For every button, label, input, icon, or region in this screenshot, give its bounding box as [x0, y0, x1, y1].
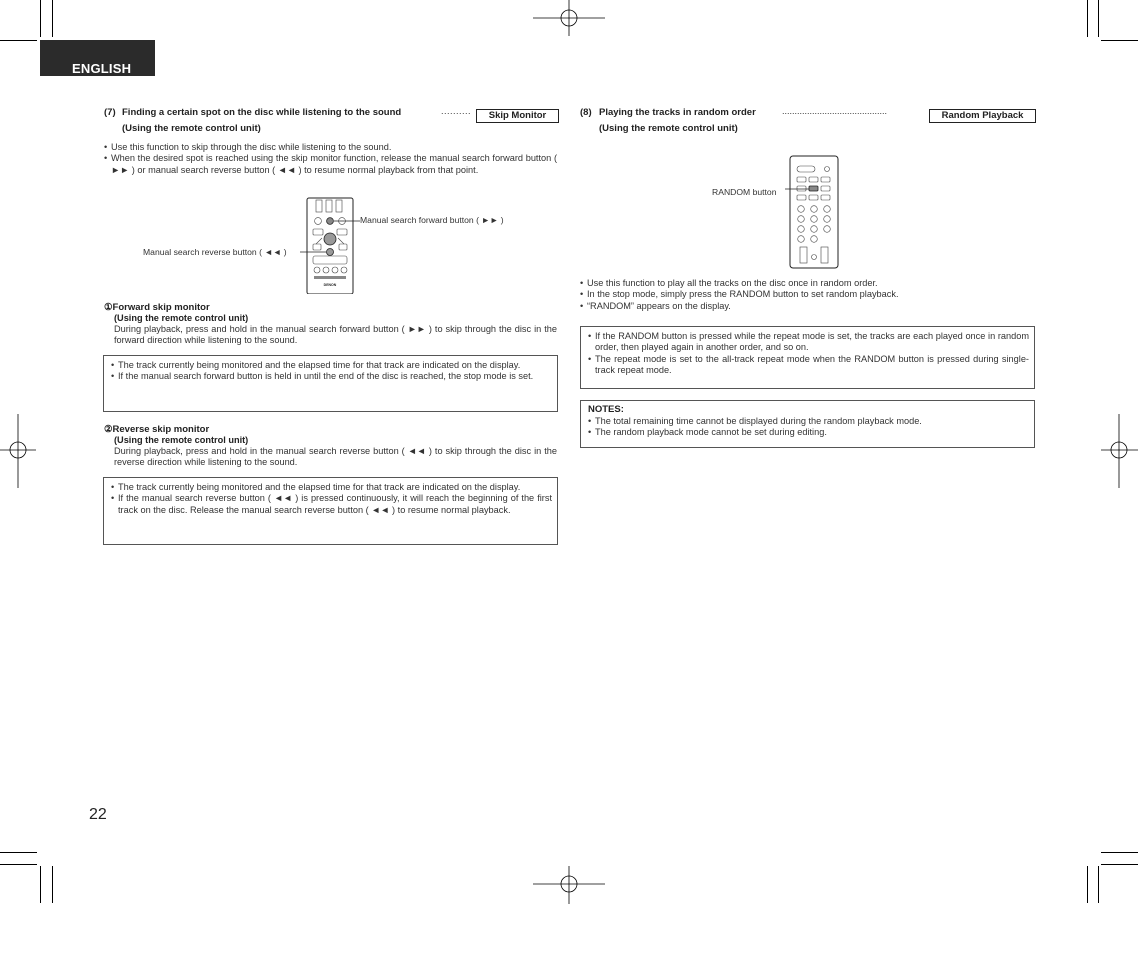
- language-label: ENGLISH: [72, 61, 132, 76]
- forward-note: • If the manual search forward button is held in until the end of the disc is reached, the stop mode is set.: [111, 371, 552, 382]
- forward-subtitle: (Using the remote control unit): [114, 313, 249, 323]
- forward-title: Forward skip monitor: [112, 302, 210, 313]
- section-8-number: (8): [580, 107, 592, 118]
- notes-heading: NOTES:: [588, 404, 624, 415]
- intro-bullet: • Use this function to skip through the disc while listening to the sound.: [104, 142, 557, 153]
- forward-button-label: Manual search forward button ( ►► ): [360, 215, 504, 225]
- forward-skip-heading: [104, 302, 210, 313]
- random-bullets: [580, 278, 1035, 312]
- section-7-intro-list: [104, 142, 557, 176]
- section-8-title: Playing the tracks in random order: [599, 107, 756, 118]
- remote-control-random-diagram: [785, 153, 843, 269]
- reverse-note: • The track currently being monitored and the elapsed time for that track are indicated on the display.: [111, 482, 552, 493]
- reverse-skip-heading: [104, 424, 209, 435]
- random-bullet: • “RANDOM” appears on the display.: [580, 301, 1035, 312]
- notes-list: [588, 416, 1029, 439]
- random-bullet: • Use this function to play all the tracks on the disc once in random order.: [580, 278, 1035, 289]
- random-notes-box: [580, 326, 1035, 389]
- forward-marker: ①: [104, 302, 113, 313]
- reverse-notes-box: [103, 477, 558, 545]
- random-box-note: • The repeat mode is set to the all-track repeat mode when the RANDOM button is pressed during single-track repeat mode.: [588, 354, 1029, 377]
- reverse-title: Reverse skip monitor: [112, 424, 210, 435]
- reverse-button-label: Manual search reverse button ( ◄◄ ): [143, 247, 287, 257]
- remote-brand: DENON: [323, 283, 337, 287]
- reverse-subtitle: (Using the remote control unit): [114, 435, 249, 445]
- page-number: 22: [89, 806, 107, 823]
- notes-box: [580, 400, 1035, 448]
- forward-body: During playback, press and hold in the manual search forward button ( ►► ) to skip through the disc in the forward direction while listening to the sound.: [114, 324, 557, 346]
- reverse-note: • If the manual search reverse button ( ◄◄ ) is pressed continuously, it will reach the beginning of the first track on the disc. Release the manual search reverse button ( ◄◄ ) to resume normal playback.: [111, 493, 552, 516]
- note-item: • The random playback mode cannot be set during editing.: [588, 427, 1029, 438]
- section-8-subtitle: (Using the remote control unit): [599, 123, 738, 134]
- skip-monitor-tag: Skip Monitor: [476, 109, 559, 123]
- forward-notes-list: [111, 360, 552, 383]
- random-playback-tag: Random Playback: [929, 109, 1036, 123]
- section-8-leader-dots: ..........................................: [782, 106, 888, 116]
- section-7-title: Finding a certain spot on the disc while listening to the sound: [122, 107, 402, 118]
- reverse-body: During playback, press and hold in the manual search reverse button ( ◄◄ ) to skip through the disc in the reverse direction while listening to the sound.: [114, 446, 557, 468]
- section-7-number: (7): [104, 107, 116, 118]
- forward-note: • The track currently being monitored and the elapsed time for that track are indicated on the display.: [111, 360, 552, 371]
- reverse-notes-list: [111, 482, 552, 516]
- remote-control-diagram: [300, 196, 360, 294]
- section-7-leader-dots: ..........: [441, 106, 472, 116]
- note-item: • The total remaining time cannot be displayed during the random playback mode.: [588, 416, 1029, 427]
- section-7-subtitle: (Using the remote control unit): [122, 123, 261, 134]
- random-bullet: • In the stop mode, simply press the RANDOM button to set random playback.: [580, 289, 1035, 300]
- intro-bullet: • When the desired spot is reached using the skip monitor function, release the manual search forward button ( ►► ) or manual search reverse button ( ◄◄ ) to resume normal playback from that point.: [104, 153, 557, 176]
- forward-notes-box: [103, 355, 558, 412]
- random-box-note: • If the RANDOM button is pressed while the repeat mode is set, the tracks are each played once in random order, then played again in another order, and so on.: [588, 331, 1029, 354]
- random-button-label: RANDOM button: [712, 187, 777, 197]
- language-tab: [40, 40, 155, 76]
- reverse-marker: ②: [104, 424, 113, 435]
- random-box-list: [588, 331, 1029, 377]
